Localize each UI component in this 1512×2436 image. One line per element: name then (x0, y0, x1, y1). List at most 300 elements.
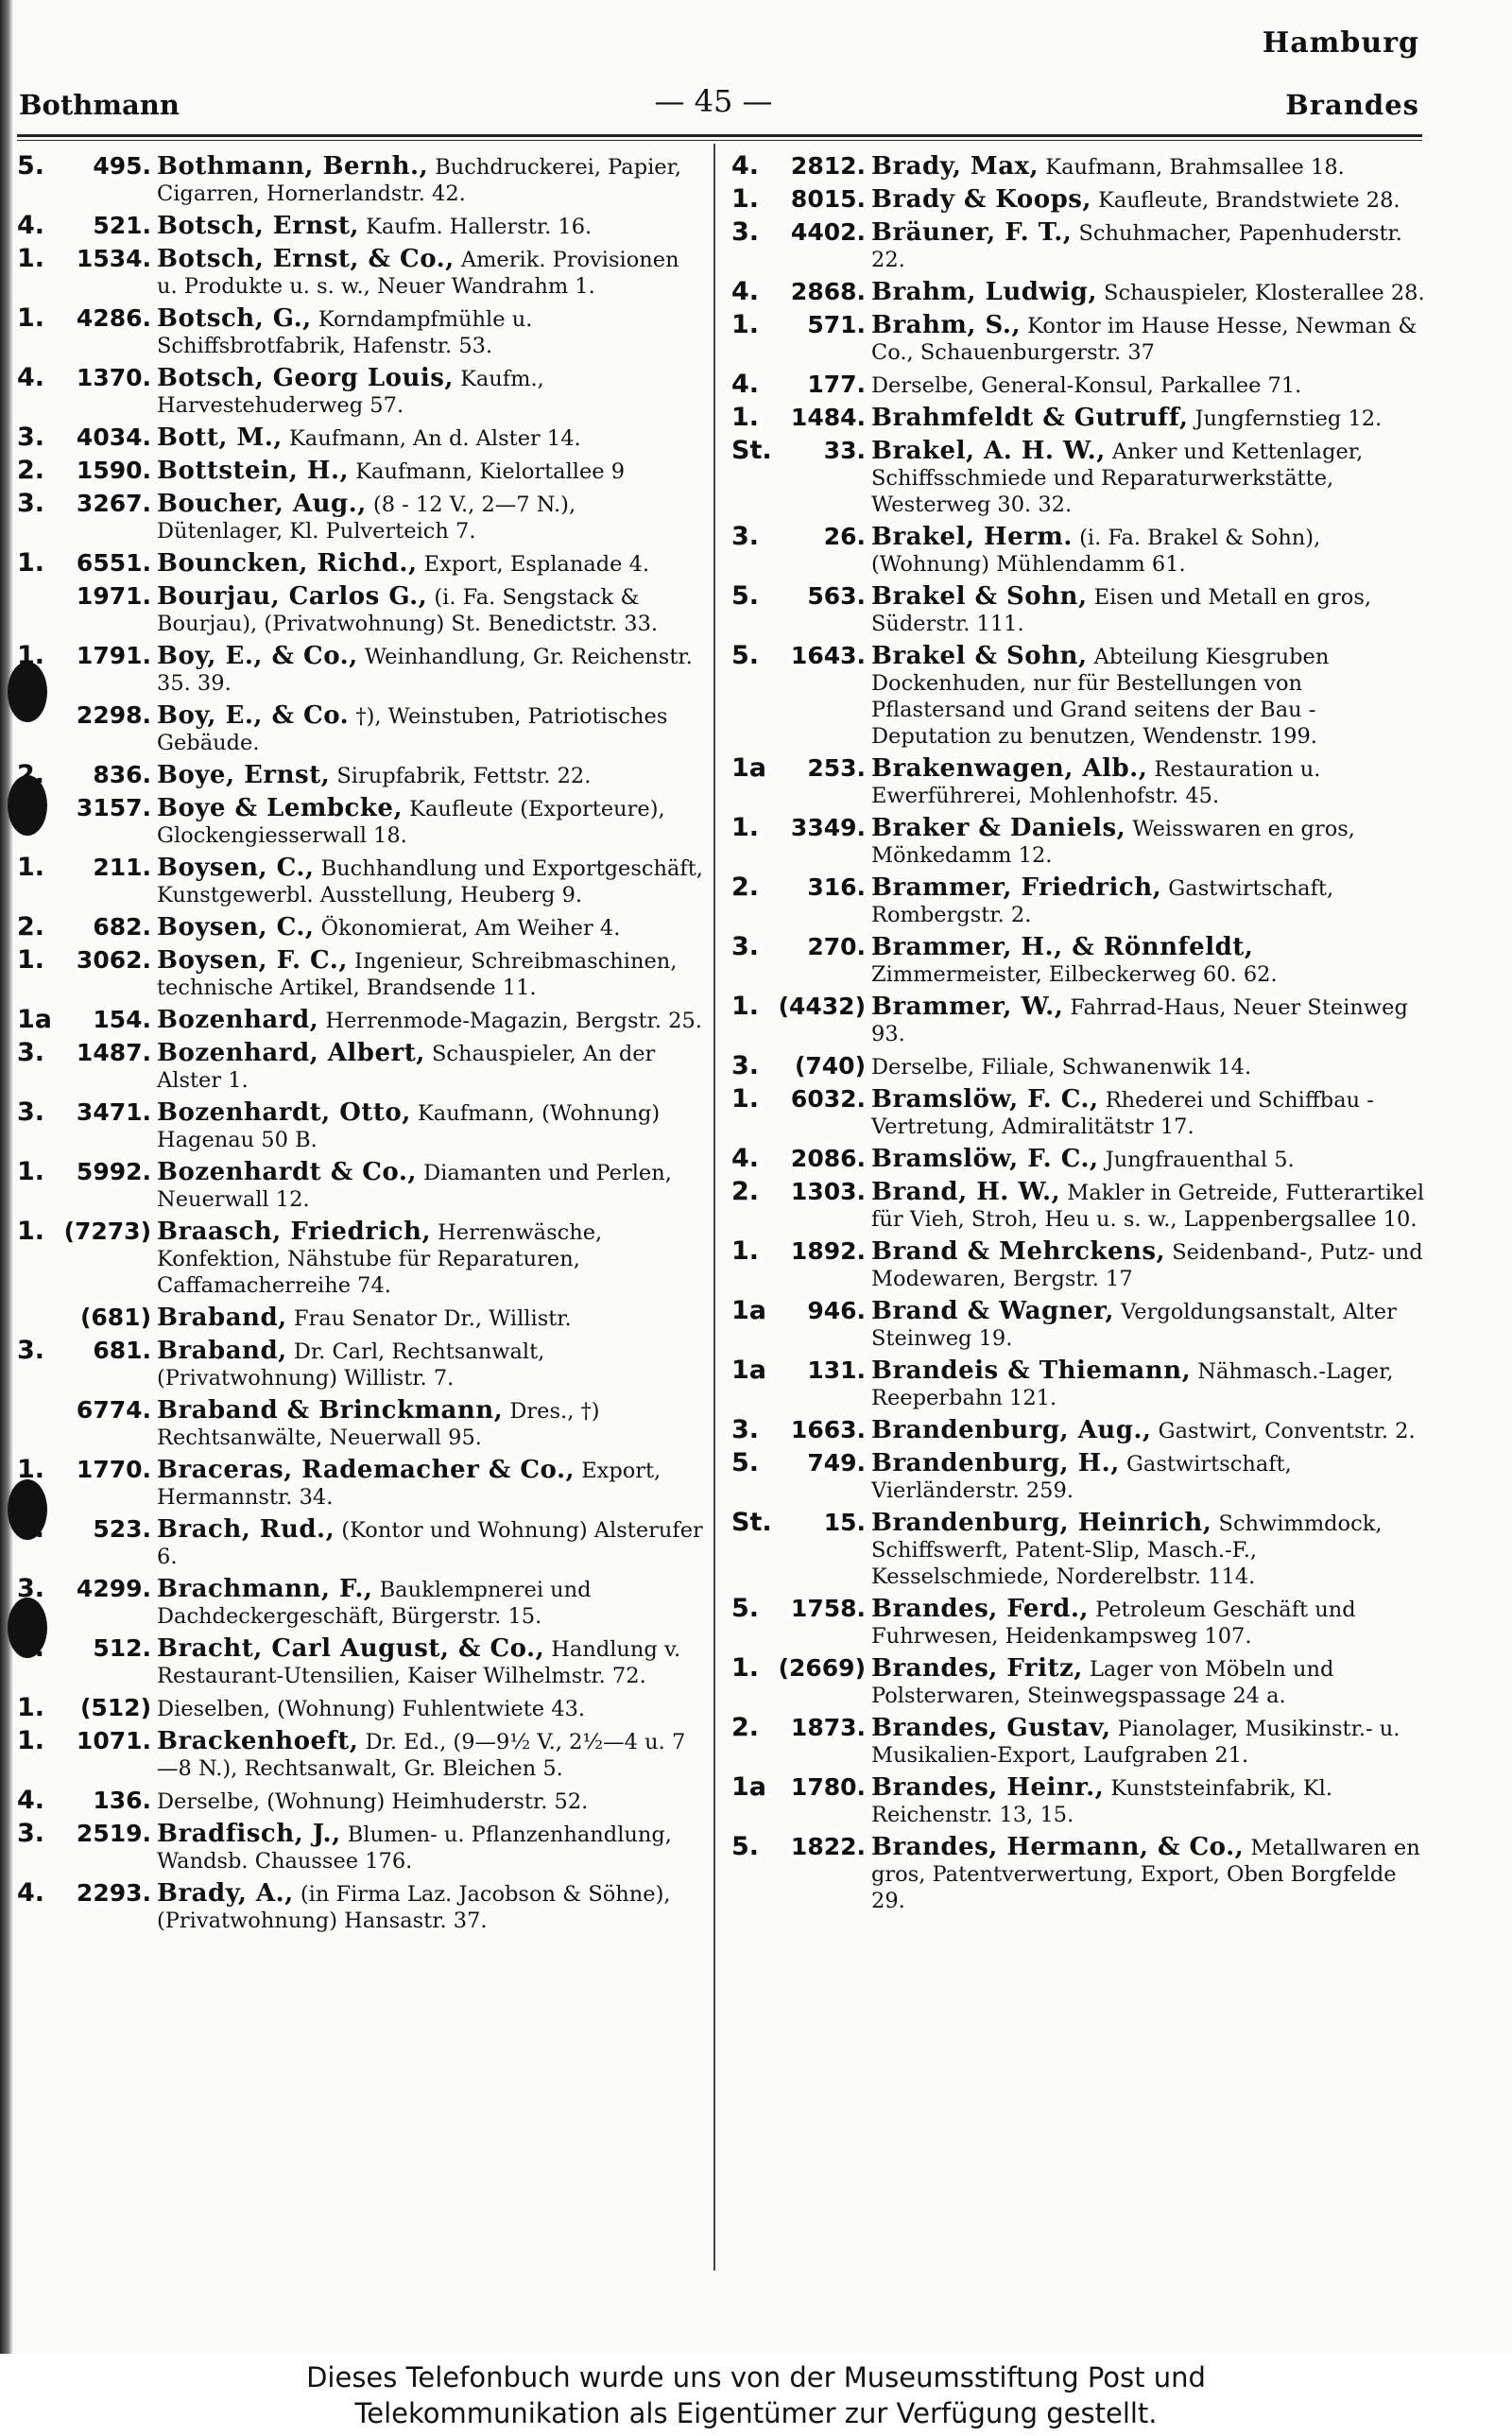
exchange-area: 3. (731, 932, 760, 961)
subscriber-details: Diamanten und Perlen, Neuerwall 12. (157, 1161, 672, 1212)
subscriber-name: Brahm, Ludwig, (871, 278, 1097, 306)
phone-number: 521. (93, 212, 151, 239)
exchange-area: 3. (731, 217, 760, 247)
subscriber-name: Brandes, Heinr., (871, 1773, 1105, 1802)
exchange-area: 1. (17, 1514, 45, 1544)
exchange-area: 1. (731, 992, 760, 1021)
directory-entry (731, 1510, 1431, 1590)
subscriber-details: Sirupfabrik, Fettstr. 22. (330, 764, 592, 788)
directory-entry (731, 755, 1431, 809)
right-column (731, 153, 1431, 2289)
subscriber-name: Brakel, A. H. W., (871, 437, 1106, 465)
directory-entry (731, 1298, 1431, 1352)
phone-number: (740) (794, 1052, 866, 1080)
subscriber-details: Weisswaren en gros, Mönkedamm 12. (871, 817, 1355, 868)
subscriber-details: Lager von Möbeln und Polsterwaren, Steinwegspassage 24 a. (871, 1657, 1334, 1708)
directory-entry (17, 1880, 704, 1934)
phone-number: 26. (823, 523, 866, 550)
subscriber-details: Derselbe, Filiale, Schwanenwik 14. (871, 1055, 1252, 1080)
subscriber-name: Bozenhardt, Otto, (157, 1098, 411, 1127)
phone-number: 15. (823, 1509, 866, 1536)
directory-entry (731, 874, 1431, 928)
phone-number: 2812. (790, 153, 866, 180)
subscriber-name: Boucher, Aug., (157, 490, 367, 518)
directory-entry (17, 213, 704, 240)
directory-entry (731, 1774, 1431, 1828)
directory-entry (17, 424, 704, 452)
phone-number: 1791. (76, 642, 151, 669)
exchange-area: 3. (731, 1051, 760, 1080)
phone-number: (512) (79, 1694, 151, 1721)
directory-entry (17, 1821, 704, 1875)
exchange-area: 4. (17, 211, 45, 240)
phone-number: 1770. (76, 1456, 151, 1483)
phone-number: 512. (93, 1634, 151, 1662)
phone-number: 177. (807, 371, 866, 398)
exchange-area: 1. (17, 945, 45, 975)
subscriber-name: Braceras, Rademacher & Co., (157, 1456, 576, 1484)
phone-number: 2519. (76, 1820, 151, 1847)
exchange-area: 5. (731, 581, 760, 611)
exchange-area: 1a (731, 1356, 767, 1385)
subscriber-name: Brakel & Sohn, (871, 642, 1088, 670)
subscriber-details: Kaufm., Harvestehuderweg 57. (157, 367, 544, 418)
exchange-area: 3. (731, 1415, 760, 1444)
directory-entry (731, 1450, 1431, 1504)
subscriber-name: Braker & Daniels, (871, 814, 1126, 842)
phone-number: 682. (93, 913, 151, 941)
directory-entry (731, 153, 1431, 181)
directory-entry (731, 1146, 1431, 1173)
phone-number: 3157. (76, 794, 151, 821)
directory-entry (17, 914, 704, 942)
phone-number: 1873. (790, 1714, 866, 1741)
phone-number: 2293. (76, 1879, 151, 1907)
subscriber-name: Bracht, Carl August, & Co., (157, 1634, 545, 1663)
subscriber-details: Eisen und Metall en gros, Süderstr. 111. (871, 585, 1372, 636)
directory-entry (731, 1834, 1431, 1914)
directory-entry (731, 371, 1431, 399)
directory-entry (17, 1007, 704, 1034)
phone-number: 6551. (76, 549, 151, 577)
subscriber-details: Dres., †) Rechtsanwälte, Neuerwall 95. (157, 1399, 600, 1450)
phone-number: 6032. (790, 1085, 866, 1113)
page-binding-edge (0, 0, 13, 2354)
directory-entry (17, 365, 704, 419)
phone-number: 2298. (76, 701, 151, 729)
phone-number: (4432) (778, 993, 866, 1020)
subscriber-details: Kaufmann, (Wohnung) Hagenau 50 B. (157, 1101, 661, 1152)
subscriber-details: Jungfrauenthal 5. (1098, 1148, 1295, 1172)
subscriber-name: Boysen, C., (157, 854, 315, 882)
exchange-area: 1a (17, 1005, 53, 1034)
running-head-left: Bothmann (19, 89, 180, 121)
subscriber-details: Rhederei und Schiffbau - Vertretung, Admiralitätstr 17. (871, 1088, 1374, 1139)
subscriber-name: Brand & Wagner, (871, 1297, 1114, 1325)
subscriber-details: Gastwirtschaft, Vierländerstr. 259. (871, 1452, 1292, 1503)
subscriber-name: Boy, E., & Co., (157, 642, 358, 670)
phone-number: 4286. (76, 304, 151, 332)
phone-number: 4034. (76, 423, 151, 451)
directory-entry (17, 550, 704, 578)
subscriber-name: Braband & Brinckmann, (157, 1396, 504, 1425)
exchange-area: 4. (731, 277, 760, 306)
subscriber-details: †), Weinstuben, Patriotisches Gebäude. (157, 704, 668, 755)
phone-number: 2868. (790, 278, 866, 305)
exchange-area: 1a (731, 1296, 767, 1325)
subscriber-details: Dr. Ed., (9—9½ V., 2½—4 u. 7—8 N.), Rechtsanwalt, Gr. Bleichen 5. (157, 1730, 686, 1781)
directory-entry (17, 1338, 704, 1391)
phone-number: (2669) (778, 1654, 866, 1682)
subscriber-name: Brach, Rud., (157, 1515, 335, 1544)
subscriber-details: Derselbe, General-Konsul, Parkallee 71. (871, 373, 1302, 398)
exchange-area: 2. (731, 872, 760, 902)
subscriber-name: Botsch, Ernst, (157, 212, 359, 240)
exchange-area: 1. (17, 244, 45, 273)
directory-entry (731, 186, 1431, 214)
directory-entry (17, 1576, 704, 1630)
phone-number: 1780. (790, 1773, 866, 1801)
phone-number: 316. (807, 873, 866, 901)
exchange-area: 3. (17, 1097, 45, 1127)
phone-number: 253. (807, 754, 866, 782)
directory-entry (17, 643, 704, 697)
subscriber-details: Export, Hermannstr. 34. (157, 1459, 662, 1510)
subscriber-name: Bramslöw, F. C., (871, 1085, 1099, 1114)
subscriber-name: Botsch, G., (157, 304, 312, 333)
footer-notice (0, 2354, 1512, 2436)
phone-number: 1643. (790, 642, 866, 669)
phone-number: 1487. (76, 1039, 151, 1066)
subscriber-details: Restauration u. Ewerführerei, Mohlenhofstr. 45. (871, 757, 1321, 808)
subscriber-name: Bottstein, H., (157, 457, 350, 485)
subscriber-name: Brakenwagen, Alb., (871, 754, 1148, 783)
directory-entry (17, 1218, 704, 1299)
subscriber-details: Kaufmann, An d. Alster 14. (282, 426, 581, 451)
exchange-area: 5. (731, 1448, 760, 1477)
phone-number: 3471. (76, 1098, 151, 1126)
subscriber-name: Bozenhardt & Co., (157, 1158, 417, 1186)
phone-number: 1303. (790, 1178, 866, 1205)
page-number: — 45 — (654, 83, 773, 119)
subscriber-details: Kunststeinfabrik, Kl. Reichenstr. 13, 15. (871, 1776, 1333, 1827)
directory-entry (17, 153, 704, 207)
subscriber-details: Kaufm. Hallerstr. 16. (358, 215, 593, 239)
directory-entry (17, 1695, 704, 1722)
directory-entry (17, 1040, 704, 1094)
phone-number: (681) (79, 1304, 151, 1331)
subscriber-name: Brady, A., (157, 1879, 294, 1908)
exchange-area: 1. (17, 1693, 45, 1722)
subscriber-name: Brammer, W., (871, 993, 1064, 1021)
exchange-area: St. (731, 1508, 772, 1537)
exchange-area: 1. (17, 548, 45, 578)
subscriber-name: Brandes, Fritz, (871, 1654, 1083, 1683)
subscriber-name: Bozenhard, Albert, (157, 1039, 425, 1067)
directory-entry (17, 702, 704, 756)
subscriber-details: Schauspieler, An der Alster 1. (157, 1042, 656, 1093)
exchange-area: 2. (17, 456, 45, 485)
exchange-area: St. (731, 436, 772, 465)
phone-number: 1484. (790, 404, 866, 431)
subscriber-details: Ökonomierat, Am Weiher 4. (314, 916, 621, 941)
exchange-area: 3. (17, 1336, 45, 1365)
exchange-area: 5. (731, 641, 760, 670)
exchange-area: 3. (17, 1574, 45, 1603)
exchange-area: 1. (17, 1633, 45, 1663)
directory-entry (17, 246, 704, 300)
city-heading: Hamburg (1262, 26, 1419, 60)
subscriber-details: Zimmermeister, Eilbeckerweg 60. 62. (871, 962, 1278, 987)
subscriber-details: Nähmasch.-Lager, Reeperbahn 121. (871, 1359, 1394, 1410)
subscriber-name: Brakel, Herm. (871, 523, 1073, 551)
subscriber-name: Bramslöw, F. C., (871, 1145, 1099, 1173)
subscriber-name: Brandenburg, Aug., (871, 1416, 1152, 1444)
header-rule (17, 134, 1422, 137)
subscriber-details: Petroleum Geschäft und Fuhrwesen, Heidenkampsweg 107. (871, 1598, 1356, 1649)
subscriber-details: Kontor im Hause Hesse, Newman & Co., Schauenburgerstr. 37 (871, 314, 1418, 365)
exchange-area: 2. (731, 1713, 760, 1742)
subscriber-details: (Kontor und Wohnung) Alsterufer 6. (157, 1518, 703, 1569)
phone-number: 4402. (790, 218, 866, 246)
phone-number: 1758. (790, 1595, 866, 1622)
exchange-area: 2. (17, 760, 45, 789)
subscriber-details: Herrenmode-Magazin, Bergstr. 25. (318, 1009, 702, 1033)
phone-number: 681. (93, 1337, 151, 1364)
directory-entry (731, 934, 1431, 988)
exchange-area: 1. (731, 813, 760, 842)
exchange-area: 4. (731, 153, 760, 181)
subscriber-details: Pianolager, Musikinstr.- u. Musikalien-Export, Laufgraben 21. (871, 1717, 1400, 1768)
subscriber-name: Botsch, Ernst, & Co., (157, 245, 455, 273)
exchange-area: 2. (731, 1177, 760, 1206)
left-column (17, 153, 704, 2289)
phone-number: 136. (93, 1787, 151, 1814)
subscriber-details: (i. Fa. Brakel & Sohn), (Wohnung) Mühlendamm 61. (871, 526, 1321, 577)
exchange-area: 1a (731, 1772, 767, 1802)
subscriber-details: Amerik. Provisionen u. Produkte u. s. w., Neuer Wandrahm 1. (157, 248, 679, 299)
directory-entry (731, 524, 1431, 578)
subscriber-details: Ingenieur, Schreibmaschinen, technische Artikel, Brandsende 11. (157, 949, 678, 1000)
exchange-area: 4. (17, 363, 45, 392)
subscriber-name: Bothmann, Bernh., (157, 153, 429, 181)
subscriber-details: Buchdruckerei, Papier, Cigarren, Hornerlandstr. 42. (157, 155, 682, 206)
subscriber-name: Brandenburg, Heinrich, (871, 1509, 1212, 1537)
directory-entry (17, 1516, 704, 1570)
directory-entry (731, 1715, 1431, 1769)
exchange-area: 3. (731, 522, 760, 551)
phone-number: 1534. (76, 245, 151, 272)
phone-number: 1590. (76, 457, 151, 484)
phone-number: 563. (807, 582, 866, 610)
phone-number: 8015. (790, 185, 866, 213)
exchange-area: 1. (17, 1726, 45, 1755)
exchange-area: 1. (731, 184, 760, 214)
subscriber-name: Bourjau, Carlos G., (157, 582, 428, 611)
directory-entry (731, 438, 1431, 518)
phone-number: (7273) (63, 1218, 151, 1245)
exchange-area: 1a (731, 753, 767, 783)
subscriber-name: Brandes, Ferd., (871, 1595, 1089, 1623)
subscriber-name: Boysen, F. C., (157, 946, 348, 975)
subscriber-name: Brammer, H., & Rönnfeldt, (871, 933, 1254, 961)
subscriber-name: Boysen, C., (157, 913, 315, 942)
exchange-area: 4. (731, 370, 760, 399)
subscriber-name: Boye, Ernst, (157, 761, 331, 789)
subscriber-name: Bouncken, Richd., (157, 549, 418, 578)
exchange-area: 4. (17, 1786, 45, 1815)
subscriber-name: Brandes, Gustav, (871, 1714, 1111, 1742)
phone-number: 3349. (790, 814, 866, 841)
subscriber-details: Schwimmdock, Schiffswerft, Patent-Slip, Masch.-F., Kesselschmiede, Norderelbstr. 114. (871, 1512, 1383, 1589)
directory-entry (731, 993, 1431, 1047)
subscriber-name: Brandenburg, H., (871, 1449, 1120, 1477)
subscriber-details: Weinhandlung, Gr. Reichenstr. 35. 39. (157, 645, 693, 696)
exchange-area: 1. (731, 403, 760, 432)
phone-number: 211. (93, 854, 151, 881)
subscriber-details: Dieselben, (Wohnung) Fuhlentwiete 43. (157, 1697, 586, 1721)
directory-entry (731, 1596, 1431, 1650)
phone-number: 1971. (76, 582, 151, 610)
exchange-area: 3. (17, 423, 45, 452)
phone-number: 495. (93, 153, 151, 180)
directory-entry (731, 1238, 1431, 1292)
directory-entry (731, 1086, 1431, 1140)
subscriber-name: Braband, (157, 1304, 287, 1332)
directory-entry (731, 1417, 1431, 1444)
directory-entry (731, 1053, 1431, 1080)
phone-number: 1663. (790, 1416, 866, 1443)
subscriber-details: Blumen- u. Pflanzenhandlung, Wandsb. Chaussee 176. (157, 1823, 672, 1874)
exchange-area: 1. (17, 1217, 45, 1246)
subscriber-details: Vergoldungsanstalt, Alter Steinweg 19. (871, 1300, 1397, 1351)
directory-entry (731, 815, 1431, 869)
phone-number: 131. (807, 1356, 866, 1384)
subscriber-details: (8 - 12 V., 2—7 N.), Dütenlager, Kl. Pulverteich 7. (157, 492, 576, 544)
subscriber-name: Braband, (157, 1337, 287, 1365)
subscriber-name: Bradfisch, J., (157, 1820, 341, 1848)
subscriber-details: Gastwirt, Conventstr. 2. (1151, 1419, 1416, 1443)
subscriber-details: Dr. Carl, Rechtsanwalt, (Privatwohnung) Willistr. 7. (157, 1339, 545, 1391)
directory-entry (17, 1099, 704, 1153)
subscriber-name: Boy, E., & Co. (157, 701, 350, 730)
column-divider (713, 144, 715, 2271)
subscriber-details: Export, Esplanade 4. (417, 552, 650, 577)
phone-number: 6774. (76, 1396, 151, 1424)
subscriber-name: Bräuner, F. T., (871, 218, 1073, 247)
directory-entry (731, 1655, 1431, 1709)
phone-number: 946. (807, 1297, 866, 1324)
exchange-area: 4. (17, 1878, 45, 1908)
subscriber-details: Frau Senator Dr., Willistr. (286, 1306, 572, 1331)
exchange-area: 1. (731, 1653, 760, 1683)
exchange-area: 1. (731, 1236, 760, 1266)
phone-number: 33. (823, 437, 866, 464)
exchange-area: 3. (17, 489, 45, 518)
exchange-area: 1. (17, 303, 45, 333)
phone-number: 1892. (790, 1237, 866, 1265)
directory-entry (731, 279, 1431, 306)
directory-entry (17, 458, 704, 485)
subscriber-details: Kaufleute (Exporteure), Glockengiesserwall 18. (157, 797, 665, 848)
directory-entry (17, 1728, 704, 1782)
subscriber-details: Schauspieler, Klosterallee 28. (1096, 281, 1425, 305)
phone-number: 2086. (790, 1145, 866, 1172)
exchange-area: 5. (17, 153, 45, 181)
directory-entry (17, 1304, 704, 1332)
directory-entry (17, 762, 704, 789)
subscriber-name: Braasch, Friedrich, (157, 1218, 432, 1246)
directory-entry (731, 405, 1431, 432)
phone-number: 1822. (790, 1833, 866, 1860)
subscriber-name: Brahmfeldt & Gutruff, (871, 404, 1189, 432)
subscriber-details: Metallwaren en gros, Patentverwertung, Export, Oben Borgfelde 29. (871, 1836, 1420, 1913)
subscriber-details: Anker und Kettenlager, Schiffsschmiede und Reparaturwerkstätte, Westerweg 30. 32. (871, 440, 1364, 517)
footer-line-2: Telekommunikation als Eigentümer zur Verfügung gestellt. (354, 2397, 1158, 2429)
directory-entry (731, 219, 1431, 273)
directory-entry (17, 1397, 704, 1451)
phone-number: 4299. (76, 1575, 151, 1602)
exchange-area: 1. (17, 641, 45, 670)
subscriber-name: Botsch, Georg Louis, (157, 364, 454, 392)
phone-number: 1071. (76, 1727, 151, 1754)
phone-number: 1370. (76, 364, 151, 391)
phone-number: 523. (93, 1515, 151, 1543)
subscriber-details: Derselbe, (Wohnung) Heimhuderstr. 52. (157, 1789, 589, 1814)
header-rule-thin (17, 140, 1422, 141)
exchange-area: 3. (17, 1819, 45, 1848)
directory-entry (17, 795, 704, 849)
subscriber-name: Brady, Max, (871, 153, 1040, 181)
directory-entry (17, 491, 704, 544)
phone-number: 836. (93, 761, 151, 788)
subscriber-details: Seidenband-, Putz- und Modewaren, Bergstr. 17 (871, 1240, 1423, 1291)
subscriber-name: Boye & Lembcke, (157, 794, 403, 822)
subscriber-name: Brand & Mehrckens, (871, 1237, 1166, 1266)
subscriber-details: Kaufleute, Brandstwiete 28. (1091, 188, 1400, 213)
subscriber-name: Brammer, Friedrich, (871, 873, 1162, 902)
exchange-area: 1. (17, 1157, 45, 1186)
directory-entry (17, 583, 704, 637)
subscriber-name: Brachmann, F., (157, 1575, 373, 1603)
exchange-area: 5. (731, 1594, 760, 1623)
directory-entry (17, 1457, 704, 1511)
footer-line-1: Dieses Telefonbuch wurde uns von der Museumsstiftung Post und (306, 2361, 1206, 2393)
subscriber-name: Brandeis & Thiemann, (871, 1356, 1192, 1385)
subscriber-details: Buchhandlung und Exportgeschäft, Kunstgewerbl. Ausstellung, Heuberg 9. (157, 856, 703, 907)
exchange-area: 5. (731, 1832, 760, 1861)
directory-entry (17, 1159, 704, 1213)
phone-number: 270. (807, 933, 866, 960)
subscriber-details: Jungfernstieg 12. (1188, 406, 1383, 431)
directory-entry (731, 312, 1431, 366)
exchange-area: 3. (17, 1038, 45, 1067)
subscriber-details: Herrenwäsche, Konfektion, Nähstube für Reparaturen, Caffamacherreihe 74. (157, 1220, 603, 1298)
subscriber-details: Schuhmacher, Papenhuderstr. 22. (871, 221, 1402, 272)
subscriber-details: (in Firma Laz. Jacobson & Söhne), (Privatwohnung) Hansastr. 37. (157, 1882, 671, 1933)
directory-entry (17, 1635, 704, 1689)
exchange-area: 2. (17, 912, 45, 942)
subscriber-name: Brady & Koops, (871, 185, 1091, 214)
directory-entry (17, 947, 704, 1001)
subscriber-details: Gastwirtschaft, Rombergstr. 2. (871, 876, 1334, 927)
exchange-area: 4. (731, 1144, 760, 1173)
subscriber-details: Abteilung Kiesgruben Dockenhuden, nur für Bestellungen von Pflastersand und Grand seitens der Bau - Deputation zu benutzen, Wendenstr. 199. (871, 645, 1330, 749)
subscriber-name: Brackenhoeft, (157, 1727, 359, 1755)
directory-entry (731, 1179, 1431, 1233)
subscriber-name: Brand, H. W., (871, 1178, 1061, 1206)
subscriber-name: Bott, M., (157, 423, 283, 452)
